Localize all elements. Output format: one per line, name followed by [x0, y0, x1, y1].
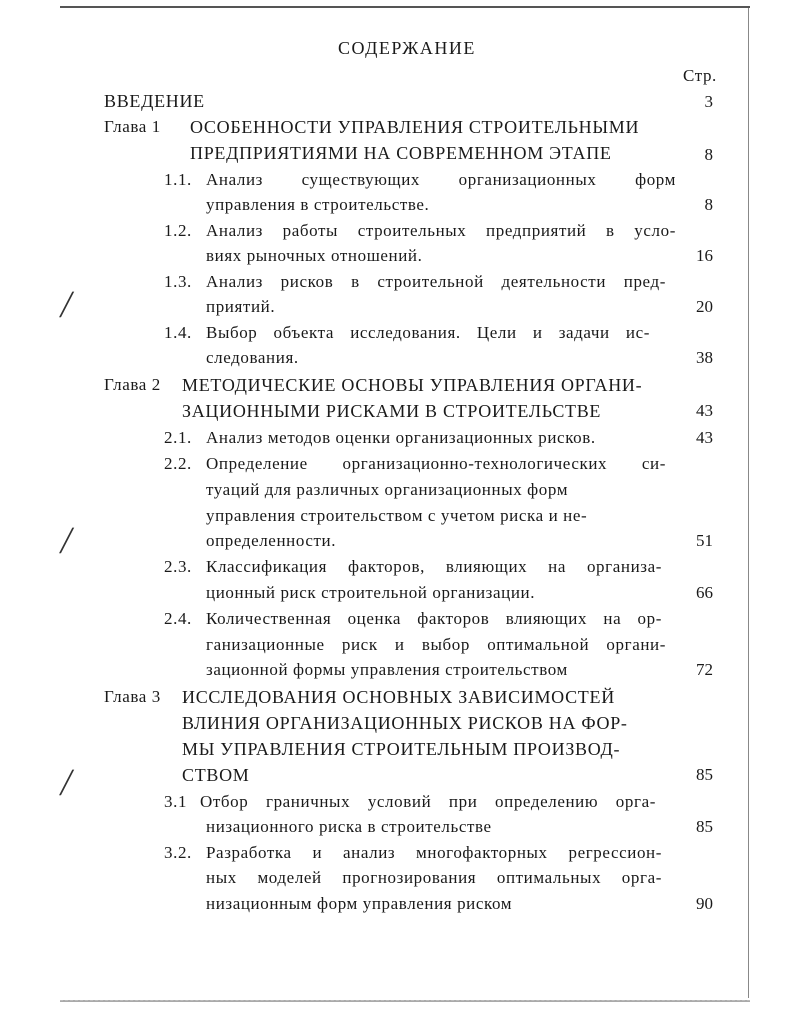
toc-section-number: 2.1.: [164, 428, 192, 447]
toc-section-title-line: приятий.: [206, 297, 276, 316]
page-edge-top: [60, 6, 750, 8]
toc-section-title-line: ных моделей прогнозирования оптимальных орга-: [206, 868, 662, 887]
toc-chapter-title-line: МЕТОДИЧЕСКИЕ ОСНОВЫ УПРАВЛЕНИЯ ОРГАНИ-: [182, 375, 643, 395]
toc-section-number: 3.2.: [164, 843, 192, 862]
toc-section-title-line: Разработка и анализ многофакторных регрессион-: [206, 843, 662, 862]
toc-chapter-title-line: ОСОБЕННОСТИ УПРАВЛЕНИЯ СТРОИТЕЛЬНЫМИ: [190, 117, 640, 137]
toc-section-title-line: виях рыночных отношений.: [206, 246, 423, 265]
margin-mark: ╱: [60, 528, 74, 553]
toc-section-title-line: определенности.: [206, 531, 337, 550]
toc-chapter-label: Глава 2: [104, 375, 161, 394]
toc-section-title-line: туаций для различных организационных форм: [206, 480, 569, 499]
page-edge-bottom: [60, 1000, 750, 1002]
toc-page-number: 66: [696, 583, 713, 602]
toc-section-title-line: управления в строительстве.: [206, 195, 430, 214]
toc-section-number: 2.3.: [164, 557, 192, 576]
toc-section-title-line: Анализ существующих организационных форм: [206, 170, 676, 189]
toc-page-number: 72: [696, 660, 713, 679]
toc-page-number: 43: [696, 401, 713, 420]
toc-chapter-label: Глава 3: [104, 687, 161, 706]
toc-page-number: 20: [696, 297, 713, 316]
toc-page-number: 8: [704, 145, 713, 164]
margin-mark: ╱: [60, 292, 74, 317]
toc-section-title-line: зационной формы управления строительством: [206, 660, 568, 679]
toc-section-number: 2.2.: [164, 454, 192, 473]
toc-page-number: 8: [704, 195, 713, 214]
toc-chapter-label: Глава 1: [104, 117, 161, 136]
toc-section-number: 1.4.: [164, 323, 192, 342]
toc-section-title-line: Количественная оценка факторов влияющих на ор-: [206, 609, 662, 628]
toc-section-title-line: ганизационные риск и выбор оптимальной органи-: [206, 635, 666, 654]
toc-section-title-line: управления строительством с учетом риска и не-: [206, 506, 588, 525]
toc-page-number: 85: [696, 765, 713, 784]
toc-page-number: 90: [696, 894, 713, 913]
page-column-header: Стр.: [683, 66, 717, 85]
toc-section-title-line: Определение организационно-технологических си-: [206, 454, 666, 473]
toc-chapter-title-line: ЗАЦИОННЫМИ РИСКАМИ В СТРОИТЕЛЬСТВЕ: [182, 401, 602, 421]
toc-section-title-line: следования.: [206, 348, 299, 367]
toc-section-title-line: Отбор граничных условий при определению орга-: [200, 792, 656, 811]
toc-section-title-line: Выбор объекта исследования. Цели и задачи ис-: [206, 323, 650, 342]
toc-chapter-title-line: ИССЛЕДОВАНИЯ ОСНОВНЫХ ЗАВИСИМОСТЕЙ: [182, 687, 615, 707]
toc-page-number: 43: [696, 428, 713, 447]
toc-section-number: 1.1.: [164, 170, 192, 189]
toc-section-title-line: ционный риск строительной организации.: [206, 583, 536, 602]
toc-section-number: 1.2.: [164, 221, 192, 240]
toc-chapter-title-line: СТВОМ: [182, 765, 250, 785]
page-edge-right: [748, 8, 749, 998]
toc-chapter-title-line: МЫ УПРАВЛЕНИЯ СТРОИТЕЛЬНЫМ ПРОИЗВОД-: [182, 739, 621, 759]
toc-section-title-line: низационным форм управления риском: [206, 894, 513, 913]
toc-page-number: 51: [696, 531, 713, 550]
toc-section-title-line: Анализ работы строительных предприятий в усло-: [206, 221, 676, 240]
toc-section-title-line: низационного риска в строительстве: [206, 817, 492, 836]
margin-mark: ╱: [60, 770, 74, 795]
toc-page-number: 3: [704, 92, 713, 111]
toc-chapter-title-line: ПРЕДПРИЯТИЯМИ НА СОВРЕМЕННОМ ЭТАПЕ: [190, 143, 612, 163]
toc-chapter-title-line: ВЛИНИЯ ОРГАНИЗАЦИОННЫХ РИСКОВ НА ФОР-: [182, 713, 628, 733]
toc-section-number: 1.3.: [164, 272, 192, 291]
toc-page-number: 38: [696, 348, 713, 367]
toc-section-title-line: Классификация факторов, влияющих на организа-: [206, 557, 662, 576]
toc-section-title-line: Анализ рисков в строительной деятельности пред-: [206, 272, 666, 291]
page-title: СОДЕРЖАНИЕ: [338, 38, 476, 58]
toc-entry-introduction: ВВЕДЕНИЕ: [104, 91, 205, 111]
toc-section-number: 2.4.: [164, 609, 192, 628]
toc-page-number: 85: [696, 817, 713, 836]
toc-section-number: 3.1: [164, 792, 188, 811]
toc-section-title-line: Анализ методов оценки организационных рисков.: [206, 428, 596, 447]
toc-page-number: 16: [696, 246, 713, 265]
